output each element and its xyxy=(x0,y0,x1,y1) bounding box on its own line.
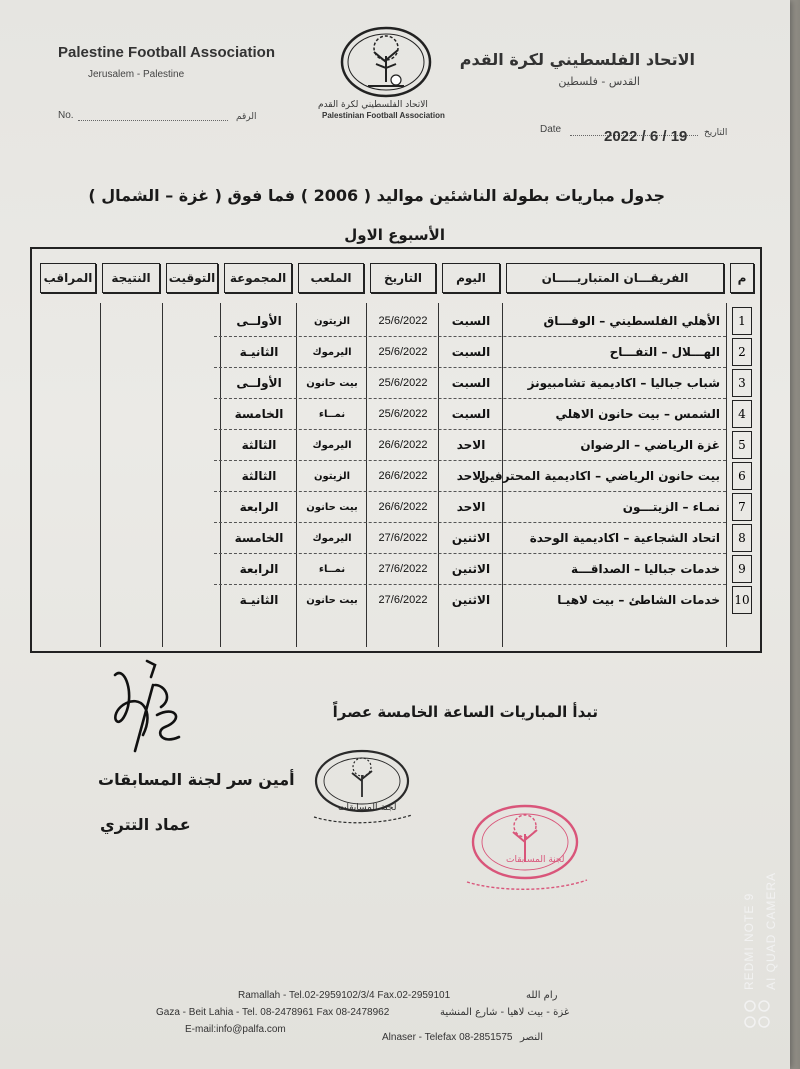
day-cell: الاحد xyxy=(456,500,486,514)
stamp-caption-black: لجنة المسابقات xyxy=(338,803,397,813)
committee-secretary-title: أمين سر لجنة المسابقات xyxy=(98,770,295,789)
venue-cell: نمــاء xyxy=(318,408,346,420)
logo-caption-english: Palestinian Football Association xyxy=(322,111,445,120)
column-divider xyxy=(726,303,727,647)
reference-number-line xyxy=(78,120,228,121)
reference-number-label: No. xyxy=(58,110,74,121)
teams-cell: خدمات جباليا – الصداقـــة xyxy=(571,562,720,576)
header-result: النتيجة xyxy=(102,263,160,293)
org-name-arabic: الاتحاد الفلسطيني لكرة القدم xyxy=(459,50,695,69)
row-number: 10 xyxy=(732,586,752,614)
day-cell: الاثنين xyxy=(451,531,491,545)
row-number: 2 xyxy=(732,338,752,366)
footer-ramallah-arabic: رام الله xyxy=(526,990,558,1001)
date-cell: 26/6/2022 xyxy=(378,439,428,451)
group-cell: الثالثة xyxy=(241,438,277,452)
stamp-caption-pink: لجنة المسابقات xyxy=(506,855,565,865)
footer-gaza: Gaza - Beit Lahia - Tel. 08-2478961 Fax 08-2478962 xyxy=(156,1007,390,1018)
date-cell: 25/6/2022 xyxy=(378,377,428,389)
committee-stamp-black-icon xyxy=(300,745,430,830)
date-cell: 27/6/2022 xyxy=(378,532,428,544)
teams-cell: غزة الرياضي – الرضوان xyxy=(580,438,720,452)
column-divider xyxy=(438,303,439,647)
row-divider xyxy=(214,553,726,554)
footer-email: E-mail:info@palfa.com xyxy=(185,1024,286,1035)
header-number: م xyxy=(730,263,754,293)
column-divider xyxy=(162,303,163,647)
row-divider xyxy=(214,491,726,492)
group-cell: الرابعة xyxy=(239,500,279,514)
row-number: 1 xyxy=(732,307,752,335)
date-cell: 25/6/2022 xyxy=(378,408,428,420)
teams-cell: الهـــلال – التفـــاح xyxy=(609,345,720,359)
venue-cell: الزيتون xyxy=(313,470,351,482)
header-observer: المراقب xyxy=(40,263,96,293)
venue-cell: بيت حانون xyxy=(306,594,358,606)
teams-cell: الشمس – بيت حانون الاهلي xyxy=(555,407,720,421)
watermark-line-2: AI QUAD CAMERA xyxy=(764,871,778,990)
header-time: التوقيت xyxy=(166,263,218,293)
row-number: 3 xyxy=(732,369,752,397)
row-divider xyxy=(214,584,726,585)
group-cell: الأولــى xyxy=(236,314,282,328)
header-day: اليوم xyxy=(442,263,500,293)
org-location-english: Jerusalem - Palestine xyxy=(88,69,185,80)
footer-ramallah: Ramallah - Tel.02-2959102/3/4 Fax.02-2959101 xyxy=(238,990,451,1001)
group-cell: الخامسة xyxy=(234,531,284,545)
row-number: 5 xyxy=(732,431,752,459)
camera-watermark xyxy=(742,820,766,990)
teams-cell: خدمات الشاطئ – بيت لاهيـا xyxy=(557,593,720,607)
watermark-line-1: REDMI NOTE 9 xyxy=(742,892,756,990)
venue-cell: نمــاء xyxy=(318,563,346,575)
column-divider xyxy=(366,303,367,647)
venue-cell: بيت حانون xyxy=(306,377,358,389)
teams-cell: نمـاء – الزيتـــون xyxy=(622,500,720,514)
venue-cell: اليرموك xyxy=(312,346,352,358)
row-divider xyxy=(214,460,726,461)
date-cell: 27/6/2022 xyxy=(378,563,428,575)
teams-cell: الأهلي الفلسطيني – الوفـــاق xyxy=(543,314,720,328)
document-title: جدول مباريات بطولة الناشئين مواليد ( 2006 ) فما فوق ( غزة – الشمال ) xyxy=(88,186,665,205)
row-divider xyxy=(214,367,726,368)
group-cell: الثالثة xyxy=(241,469,277,483)
date-cell: 27/6/2022 xyxy=(378,594,428,606)
venue-cell: بيت حانون xyxy=(306,501,358,513)
teams-cell: اتحاد الشجاعية – اكاديمية الوحدة xyxy=(529,531,720,545)
column-divider xyxy=(296,303,297,647)
day-cell: السبت xyxy=(451,376,491,390)
camera-lens-icon xyxy=(742,998,772,1038)
row-number: 8 xyxy=(732,524,752,552)
day-cell: الاحد xyxy=(456,469,486,483)
row-number: 7 xyxy=(732,493,752,521)
teams-cell: شباب جباليا – اكاديمية تشامبيونز xyxy=(527,376,720,390)
day-cell: الاثنين xyxy=(451,593,491,607)
group-cell: الأولــى xyxy=(236,376,282,390)
date-cell: 25/6/2022 xyxy=(378,315,428,327)
date-cell: 26/6/2022 xyxy=(378,470,428,482)
day-cell: السبت xyxy=(451,345,491,359)
group-cell: الرابعة xyxy=(239,562,279,576)
footer-alnaser-arabic: النصر xyxy=(520,1032,544,1043)
row-divider xyxy=(214,336,726,337)
venue-cell: الزيتون xyxy=(313,315,351,327)
header-teams: الفريقـــان المتباريـــــان xyxy=(506,263,724,293)
row-divider xyxy=(214,429,726,430)
column-divider xyxy=(220,303,221,647)
camera-watermark-2 xyxy=(764,820,788,990)
match-schedule-table xyxy=(30,247,762,653)
reference-number-label-arabic: الرقم xyxy=(236,112,257,122)
date-label: Date xyxy=(540,124,562,135)
day-cell: السبت xyxy=(451,407,491,421)
header-group: المجموعة xyxy=(224,263,292,293)
day-cell: السبت xyxy=(451,314,491,328)
date-cell: 26/6/2022 xyxy=(378,501,428,513)
group-cell: الثانيـة xyxy=(239,345,279,359)
row-number: 9 xyxy=(732,555,752,583)
header-date: التاريخ xyxy=(370,263,436,293)
header-venue: الملعب xyxy=(298,263,364,293)
committee-secretary-name: عماد التتري xyxy=(100,815,191,834)
date-cell: 25/6/2022 xyxy=(378,346,428,358)
row-divider xyxy=(214,398,726,399)
org-name-english: Palestine Football Association xyxy=(58,44,275,61)
date-value: 2022 / 6 / 19 xyxy=(604,128,688,145)
footer-alnaser: Alnaser - Telefax 08-2851575 xyxy=(382,1032,513,1043)
row-divider xyxy=(214,522,726,523)
date-label-arabic: التاريخ xyxy=(704,128,728,138)
venue-cell: اليرموك xyxy=(312,439,352,451)
association-logo-icon xyxy=(338,22,434,102)
day-cell: الاحد xyxy=(456,438,486,452)
column-divider xyxy=(100,303,101,647)
committee-stamp-pink-icon xyxy=(455,800,595,895)
group-cell: الثانيـة xyxy=(239,593,279,607)
day-cell: الاثنين xyxy=(451,562,491,576)
org-location-arabic: القدس - فلسطين xyxy=(558,75,640,88)
handwritten-signature xyxy=(95,655,205,765)
row-number: 6 xyxy=(732,462,752,490)
footer-gaza-arabic: غزة - بيت لاهيا - شارع المنشية xyxy=(440,1007,570,1018)
row-number: 4 xyxy=(732,400,752,428)
start-time-note: تبدأ المباريات الساعة الخامسة عصراً xyxy=(332,703,598,721)
logo-caption-arabic: الاتحاد الفلسطيني لكرة القدم xyxy=(318,100,428,110)
teams-cell: بيت حانون الرياضي – اكاديمية المحترفين xyxy=(479,469,720,483)
group-cell: الخامسة xyxy=(234,407,284,421)
week-title: الأسبوع الاول xyxy=(344,226,445,244)
venue-cell: اليرموك xyxy=(312,532,352,544)
